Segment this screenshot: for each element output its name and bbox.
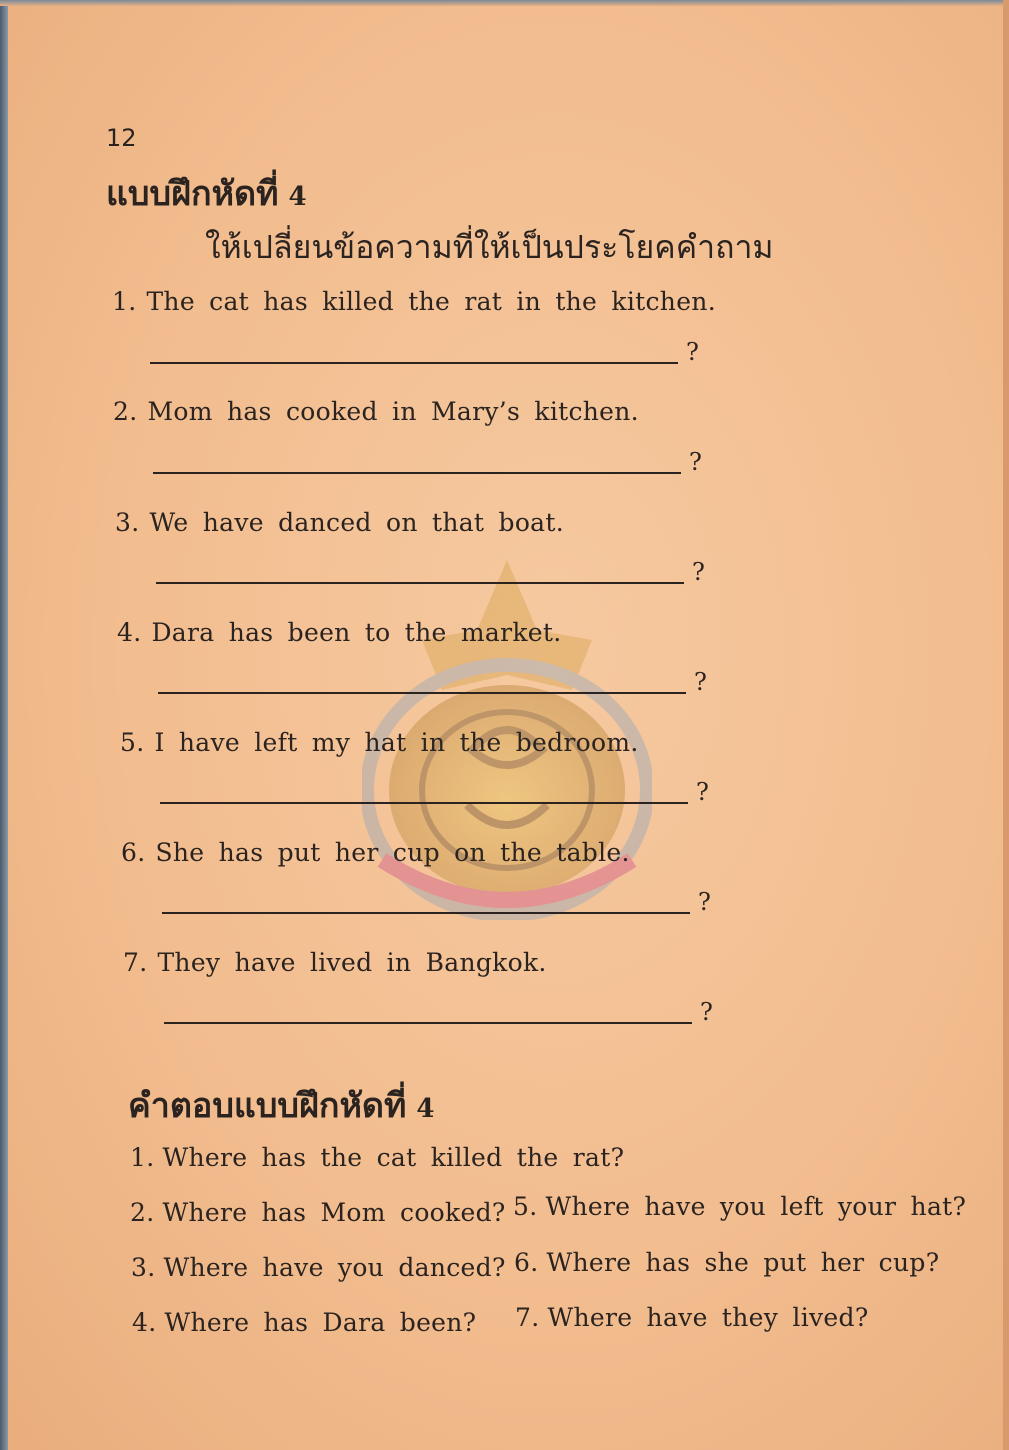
exercise-item-text: She has put her cup on the table. (155, 838, 630, 867)
exercise-item-number: 5. (120, 728, 145, 757)
answer-item-text: Where have they lived? (547, 1303, 869, 1332)
exercise-item-number: 3. (115, 508, 140, 537)
answer-item (515, 1303, 869, 1332)
answer-item-number: 2. (130, 1198, 155, 1227)
answer-item (131, 1253, 506, 1282)
answers-title: คำตอบแบบฝึกหัดที่ (128, 1086, 407, 1126)
exercise-instruction: ให้เปลี่ยนข้อความที่ให้เป็นประโยคคำถาม (205, 228, 774, 266)
page-right-edge (1003, 0, 1009, 1450)
exercise-item-number: 4. (117, 618, 142, 647)
answer-item-text: Where has Dara been? (164, 1308, 477, 1337)
exercise-item-text: Mom has cooked in Mary’s kitchen. (147, 397, 639, 426)
exercise-item-text: I have left my hat in the bedroom. (154, 728, 639, 757)
answer-item (130, 1143, 624, 1172)
page-number: 12 (106, 124, 137, 152)
exercise-item (113, 397, 639, 426)
book-spine-edge (0, 0, 8, 1450)
exercise-item-number: 1. (112, 287, 137, 316)
answer-item-number: 7. (515, 1303, 540, 1332)
question-mark: ? (689, 448, 702, 476)
question-mark: ? (686, 338, 699, 366)
exercise-item-number: 6. (121, 838, 146, 867)
answer-item-number: 3. (131, 1253, 156, 1282)
answer-blank-line (153, 472, 681, 474)
question-mark: ? (692, 558, 705, 586)
answer-blank-line (158, 692, 686, 694)
exercise-heading (106, 166, 307, 220)
answer-blank-line (164, 1022, 692, 1024)
answer-blank-line (160, 802, 688, 804)
answer-item-number: 5. (513, 1192, 538, 1221)
exercise-item-text: The cat has killed the rat in the kitchen. (146, 287, 716, 316)
exercise-item (121, 838, 630, 867)
answers-number: 4 (416, 1094, 435, 1124)
exercise-item (117, 618, 561, 647)
answer-blank-line (150, 362, 678, 364)
answer-item-text: Where has the cat killed the rat? (162, 1143, 625, 1172)
question-mark: ? (696, 778, 709, 806)
answer-item-text: Where have you danced? (163, 1253, 506, 1282)
exercise-item-text: We have danced on that boat. (149, 508, 564, 537)
exercise-item (112, 287, 716, 316)
answer-item-number: 4. (132, 1308, 157, 1337)
exercise-item-text: They have lived in Bangkok. (157, 948, 547, 977)
answers-heading (128, 1078, 435, 1132)
answer-item-text: Where has Mom cooked? (162, 1198, 506, 1227)
answer-item-text: Where have you left your hat? (545, 1192, 967, 1221)
answer-item-number: 1. (130, 1143, 155, 1172)
question-mark: ? (694, 668, 707, 696)
answer-item (514, 1248, 939, 1277)
exercise-item-text: Dara has been to the market. (151, 618, 562, 647)
answer-item (130, 1198, 506, 1227)
exercise-title: แบบฝึกหัดที่ (106, 174, 279, 214)
page-top-edge (0, 0, 1009, 6)
question-mark: ? (698, 888, 711, 916)
exercise-item (120, 728, 639, 757)
exercise-number: 4 (288, 182, 307, 212)
answer-blank-line (162, 912, 690, 914)
exercise-item (115, 508, 564, 537)
exercise-item-number: 7. (123, 948, 148, 977)
answer-item (513, 1192, 966, 1221)
exercise-item-number: 2. (113, 397, 138, 426)
answer-item (132, 1308, 476, 1337)
exercise-item (123, 948, 547, 977)
answer-blank-line (156, 582, 684, 584)
answer-item-number: 6. (514, 1248, 539, 1277)
answer-item-text: Where has she put her cup? (546, 1248, 940, 1277)
question-mark: ? (700, 998, 713, 1026)
